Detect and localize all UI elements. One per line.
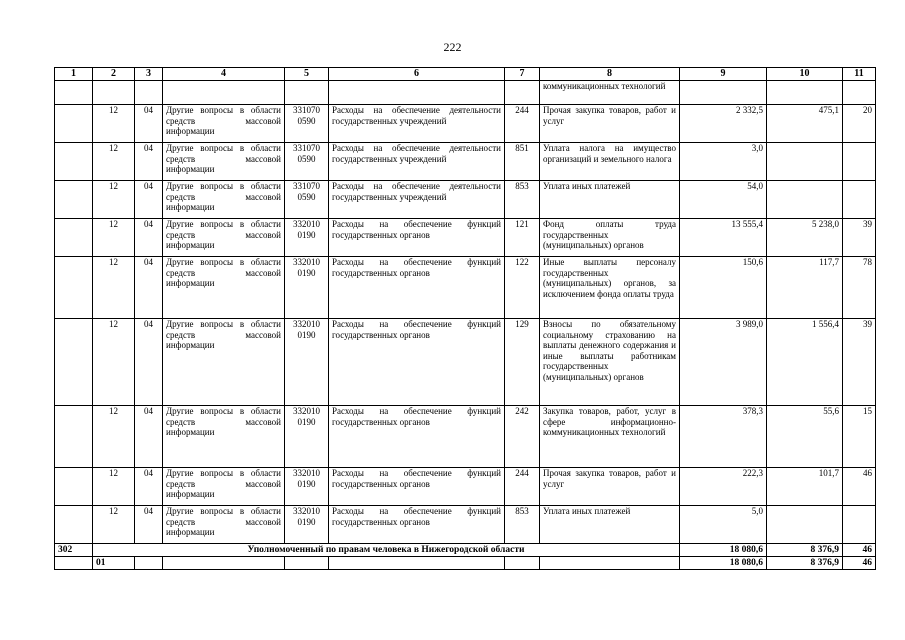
actual-amount-cell: 1 556,4 bbox=[767, 319, 843, 406]
section-code-cell: 12 bbox=[93, 257, 135, 319]
actual-amount-cell: 8 376,9 bbox=[767, 557, 843, 570]
column-header: 4 bbox=[163, 68, 285, 81]
target-article-cell: 331070 0590 bbox=[285, 143, 329, 181]
budget-table bbox=[54, 67, 876, 570]
expense-type-cell: Фонд оплаты труда государственных (муниципальных) органов bbox=[540, 219, 680, 257]
subsection-code-cell: 04 bbox=[135, 506, 163, 544]
column-header: 8 bbox=[540, 68, 680, 81]
percent-cell bbox=[843, 181, 876, 219]
table-row bbox=[55, 143, 876, 181]
plan-amount-cell: 18 080,6 bbox=[680, 557, 767, 570]
plan-amount-cell: 3,0 bbox=[680, 143, 767, 181]
subsection-name-cell: Другие вопросы в области средств массовой информации bbox=[163, 406, 285, 468]
plan-amount-cell: 378,3 bbox=[680, 406, 767, 468]
actual-amount-cell: 101,7 bbox=[767, 468, 843, 506]
percent-cell: 20 bbox=[843, 105, 876, 143]
expense-type-cell: коммуникационных технологий bbox=[540, 81, 680, 105]
org-code-cell bbox=[55, 468, 93, 506]
article-name-cell: Расходы на обеспечение деятельности государственных учреждений bbox=[329, 143, 505, 181]
article-name-cell: Расходы на обеспечение функций государственных органов bbox=[329, 506, 505, 544]
target-article-cell: 331070 0590 bbox=[285, 181, 329, 219]
subsection-code-cell: 04 bbox=[135, 319, 163, 406]
section-code-cell: 12 bbox=[93, 181, 135, 219]
article-name-cell: Расходы на обеспечение функций государственных органов bbox=[329, 468, 505, 506]
section-code-cell: 12 bbox=[93, 105, 135, 143]
section-code-cell: 12 bbox=[93, 406, 135, 468]
org-code-cell bbox=[55, 219, 93, 257]
percent-cell: 46 bbox=[843, 468, 876, 506]
expense-code-cell: 242 bbox=[505, 406, 540, 468]
actual-amount-cell bbox=[767, 506, 843, 544]
section-code-cell: 01 bbox=[93, 557, 135, 570]
org-code-cell bbox=[55, 143, 93, 181]
plan-amount-cell: 150,6 bbox=[680, 257, 767, 319]
actual-amount-cell: 8 376,9 bbox=[767, 544, 843, 557]
actual-amount-cell: 117,7 bbox=[767, 257, 843, 319]
subsection-code-cell: 04 bbox=[135, 257, 163, 319]
column-header: 2 bbox=[93, 68, 135, 81]
subsection-name-cell: Другие вопросы в области средств массовой информации bbox=[163, 319, 285, 406]
subsection-code-cell bbox=[135, 557, 163, 570]
subsection-code-cell: 04 bbox=[135, 143, 163, 181]
expense-code-cell: 851 bbox=[505, 143, 540, 181]
article-name-cell: Расходы на обеспечение деятельности государственных учреждений bbox=[329, 105, 505, 143]
plan-amount-cell: 2 332,5 bbox=[680, 105, 767, 143]
org-code-cell bbox=[55, 557, 93, 570]
column-header: 5 bbox=[285, 68, 329, 81]
column-header: 1 bbox=[55, 68, 93, 81]
actual-amount-cell: 5 238,0 bbox=[767, 219, 843, 257]
actual-amount-cell: 475,1 bbox=[767, 105, 843, 143]
subsection-name-cell bbox=[163, 557, 285, 570]
expense-code-cell: 121 bbox=[505, 219, 540, 257]
percent-cell: 46 bbox=[843, 544, 876, 557]
section-code-cell: 12 bbox=[93, 143, 135, 181]
plan-amount-cell: 54,0 bbox=[680, 181, 767, 219]
article-name-cell: Расходы на обеспечение функций государственных органов bbox=[329, 257, 505, 319]
org-code-cell bbox=[55, 181, 93, 219]
expense-code-cell: 122 bbox=[505, 257, 540, 319]
plan-amount-cell: 3 989,0 bbox=[680, 319, 767, 406]
target-article-cell: 332010 0190 bbox=[285, 319, 329, 406]
org-code-cell bbox=[55, 406, 93, 468]
expense-type-cell: Закупка товаров, работ, услуг в сфере информационно-коммуникационных технологий bbox=[540, 406, 680, 468]
page-number: 222 bbox=[443, 40, 462, 54]
section-code-cell: 12 bbox=[93, 319, 135, 406]
expense-type-cell: Уплата иных платежей bbox=[540, 181, 680, 219]
subsection-name-cell: Другие вопросы в области средств массовой информации bbox=[163, 143, 285, 181]
table-row bbox=[55, 406, 876, 468]
subsection-code-cell: 04 bbox=[135, 406, 163, 468]
org-total-row bbox=[55, 544, 876, 557]
target-article-cell: 332010 0190 bbox=[285, 219, 329, 257]
percent-cell bbox=[843, 143, 876, 181]
expense-code-cell bbox=[505, 557, 540, 570]
table-row bbox=[55, 506, 876, 544]
column-header: 3 bbox=[135, 68, 163, 81]
target-article-cell: 332010 0190 bbox=[285, 257, 329, 319]
column-header: 10 bbox=[767, 68, 843, 81]
actual-amount-cell bbox=[767, 143, 843, 181]
expense-type-cell: Прочая закупка товаров, работ и услуг bbox=[540, 468, 680, 506]
expense-type-cell: Уплата иных платежей bbox=[540, 506, 680, 544]
table-row bbox=[55, 219, 876, 257]
plan-amount-cell: 222,3 bbox=[680, 468, 767, 506]
expense-code-cell: 244 bbox=[505, 105, 540, 143]
expense-type-cell bbox=[540, 557, 680, 570]
actual-amount-cell bbox=[767, 181, 843, 219]
subsection-name-cell: Другие вопросы в области средств массовой информации bbox=[163, 219, 285, 257]
article-name-cell: Расходы на обеспечение функций государственных органов bbox=[329, 319, 505, 406]
table-row bbox=[55, 181, 876, 219]
plan-amount-cell: 13 555,4 bbox=[680, 219, 767, 257]
table-row bbox=[55, 468, 876, 506]
org-code-cell: 302 bbox=[55, 544, 93, 557]
subsection-code-cell: 04 bbox=[135, 219, 163, 257]
percent-cell bbox=[843, 506, 876, 544]
subsection-code-cell: 04 bbox=[135, 468, 163, 506]
continuation-row bbox=[55, 81, 876, 105]
percent-cell: 39 bbox=[843, 319, 876, 406]
org-code-cell bbox=[55, 105, 93, 143]
subsection-code-cell: 04 bbox=[135, 105, 163, 143]
article-name-cell: Расходы на обеспечение деятельности государственных учреждений bbox=[329, 181, 505, 219]
plan-amount-cell: 5,0 bbox=[680, 506, 767, 544]
subsection-code-cell: 04 bbox=[135, 181, 163, 219]
column-header: 11 bbox=[843, 68, 876, 81]
section-code-cell: 12 bbox=[93, 506, 135, 544]
target-article-cell bbox=[285, 557, 329, 570]
org-code-cell bbox=[55, 257, 93, 319]
expense-type-cell: Прочая закупка товаров, работ и услуг bbox=[540, 105, 680, 143]
expense-code-cell: 853 bbox=[505, 506, 540, 544]
subsection-name-cell: Другие вопросы в области средств массовой информации bbox=[163, 506, 285, 544]
table-row bbox=[55, 257, 876, 319]
section-code-cell: 12 bbox=[93, 219, 135, 257]
article-name-cell: Расходы на обеспечение функций государственных органов bbox=[329, 219, 505, 257]
article-name-cell bbox=[329, 557, 505, 570]
column-header: 6 bbox=[329, 68, 505, 81]
target-article-cell: 332010 0190 bbox=[285, 468, 329, 506]
subsection-name-cell: Другие вопросы в области средств массовой информации bbox=[163, 257, 285, 319]
table-row bbox=[55, 319, 876, 406]
subsection-name-cell: Другие вопросы в области средств массовой информации bbox=[163, 105, 285, 143]
org-name-cell: Уполномоченный по правам человека в Нижегородской области bbox=[93, 544, 680, 557]
percent-cell: 78 bbox=[843, 257, 876, 319]
article-name-cell: Расходы на обеспечение функций государственных органов bbox=[329, 406, 505, 468]
section-total-row bbox=[55, 557, 876, 570]
column-header: 9 bbox=[680, 68, 767, 81]
actual-amount-cell: 55,6 bbox=[767, 406, 843, 468]
expense-type-cell: Уплата налога на имущество организаций и земельного налога bbox=[540, 143, 680, 181]
subsection-name-cell: Другие вопросы в области средств массовой информации bbox=[163, 181, 285, 219]
expense-type-cell: Иные выплаты персоналу государственных (муниципальных) органов, за исключением фонда оплаты труда bbox=[540, 257, 680, 319]
org-code-cell bbox=[55, 506, 93, 544]
expense-code-cell: 129 bbox=[505, 319, 540, 406]
expense-code-cell: 853 bbox=[505, 181, 540, 219]
percent-cell: 39 bbox=[843, 219, 876, 257]
expense-code-cell: 244 bbox=[505, 468, 540, 506]
percent-cell: 46 bbox=[843, 557, 876, 570]
header-row bbox=[55, 68, 876, 81]
expense-type-cell: Взносы по обязательному социальному страхованию на выплаты денежного содержания и иные выплаты работникам государственных (муниципальных) органов bbox=[540, 319, 680, 406]
subsection-name-cell: Другие вопросы в области средств массовой информации bbox=[163, 468, 285, 506]
target-article-cell: 332010 0190 bbox=[285, 506, 329, 544]
column-header: 7 bbox=[505, 68, 540, 81]
percent-cell: 15 bbox=[843, 406, 876, 468]
target-article-cell: 331070 0590 bbox=[285, 105, 329, 143]
org-code-cell bbox=[55, 319, 93, 406]
table-row bbox=[55, 105, 876, 143]
plan-amount-cell: 18 080,6 bbox=[680, 544, 767, 557]
section-code-cell: 12 bbox=[93, 468, 135, 506]
target-article-cell: 332010 0190 bbox=[285, 406, 329, 468]
